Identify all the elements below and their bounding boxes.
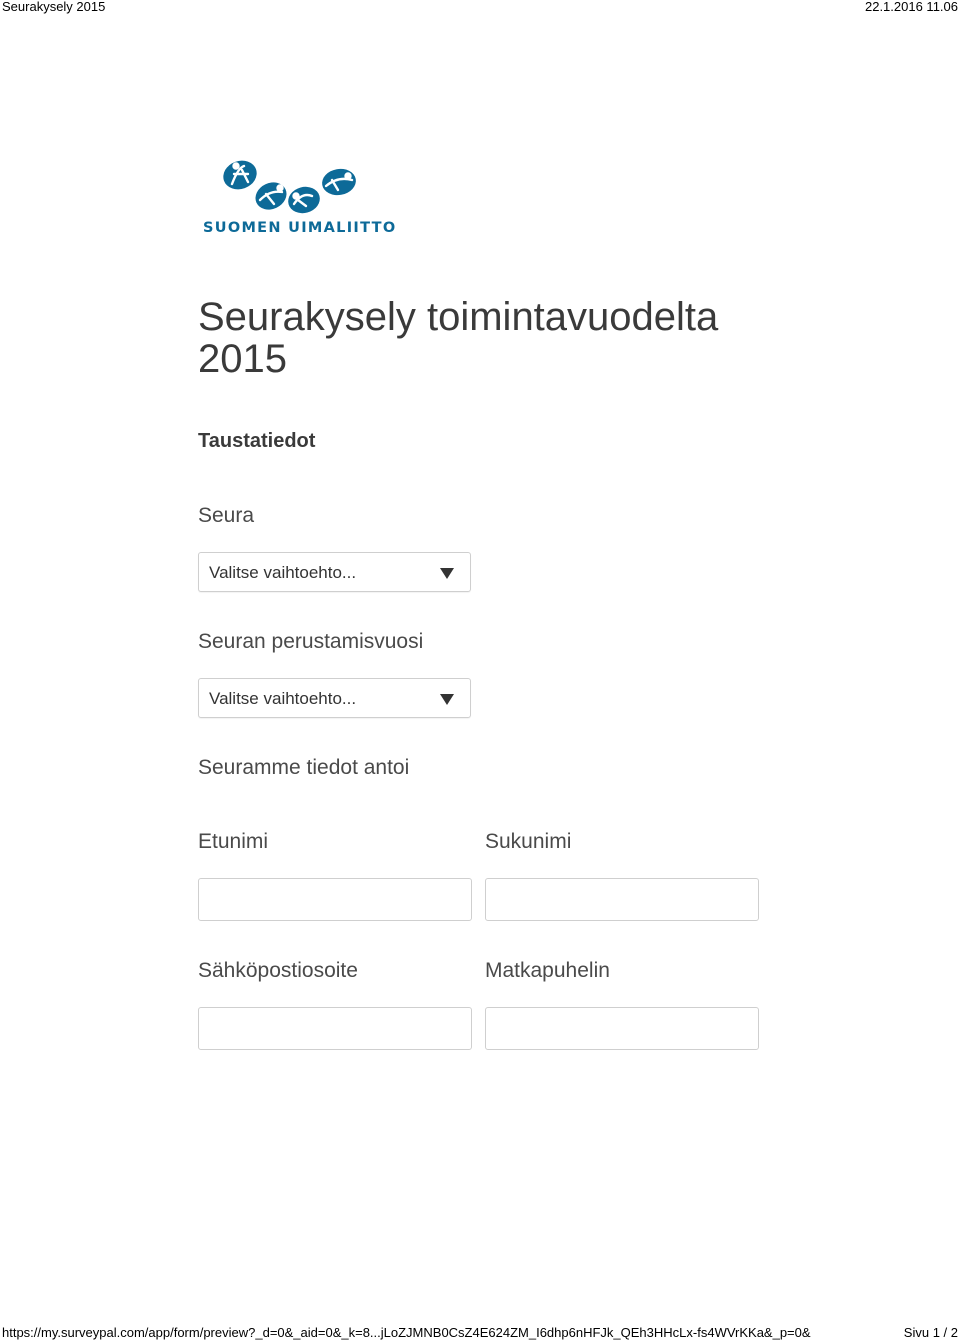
founding-year-select[interactable]	[198, 678, 471, 718]
last-name-input[interactable]	[485, 878, 759, 921]
respondent-label: Seuramme tiedot antoi	[198, 756, 410, 779]
first-name-label: Etunimi	[198, 830, 269, 853]
email-input[interactable]	[198, 1007, 472, 1050]
print-header-datetime: 22.1.2016 11.06	[864, 0, 958, 14]
print-footer-page: Sivu 1 / 2	[903, 1325, 958, 1340]
dropdown-arrow-icon	[440, 694, 454, 705]
survey-title-line1: Seurakysely toimintavuodelta	[198, 295, 719, 339]
founding-year-label: Seuran perustamisvuosi	[198, 630, 424, 653]
email-label: Sähköpostiosoite	[198, 959, 358, 982]
section-title: Taustatiedot	[198, 430, 316, 452]
seura-select-value: Valitse vaihtoehto...	[209, 563, 357, 582]
print-footer	[0, 1323, 960, 1341]
dropdown-arrow-icon	[440, 568, 454, 579]
survey-title	[198, 296, 798, 380]
logo-text: SUOMEN UIMALIITTO	[203, 220, 397, 236]
seura-label: Seura	[198, 504, 255, 527]
print-header	[0, 0, 960, 16]
last-name-label: Sukunimi	[485, 830, 572, 853]
survey-title-line2: 2015	[198, 337, 287, 381]
mobile-input[interactable]	[485, 1007, 759, 1050]
swimmer-figures-icon	[198, 154, 400, 220]
seura-select[interactable]	[198, 552, 471, 592]
print-footer-url: https://my.surveypal.com/app/form/preview?_d=0&_aid=0&_k=8...jLoZJMNB0CsZ4E624ZM_I6dhp6nHFJk_QEh3HHcLx-fs4WVrKKa&_p=0&	[2, 1325, 811, 1340]
founding-year-select-value: Valitse vaihtoehto...	[209, 689, 357, 708]
print-header-title: Seurakysely 2015	[2, 0, 106, 14]
suomen-uimaliitto-logo	[198, 154, 400, 242]
mobile-label: Matkapuhelin	[485, 959, 610, 982]
first-name-input[interactable]	[198, 878, 472, 921]
